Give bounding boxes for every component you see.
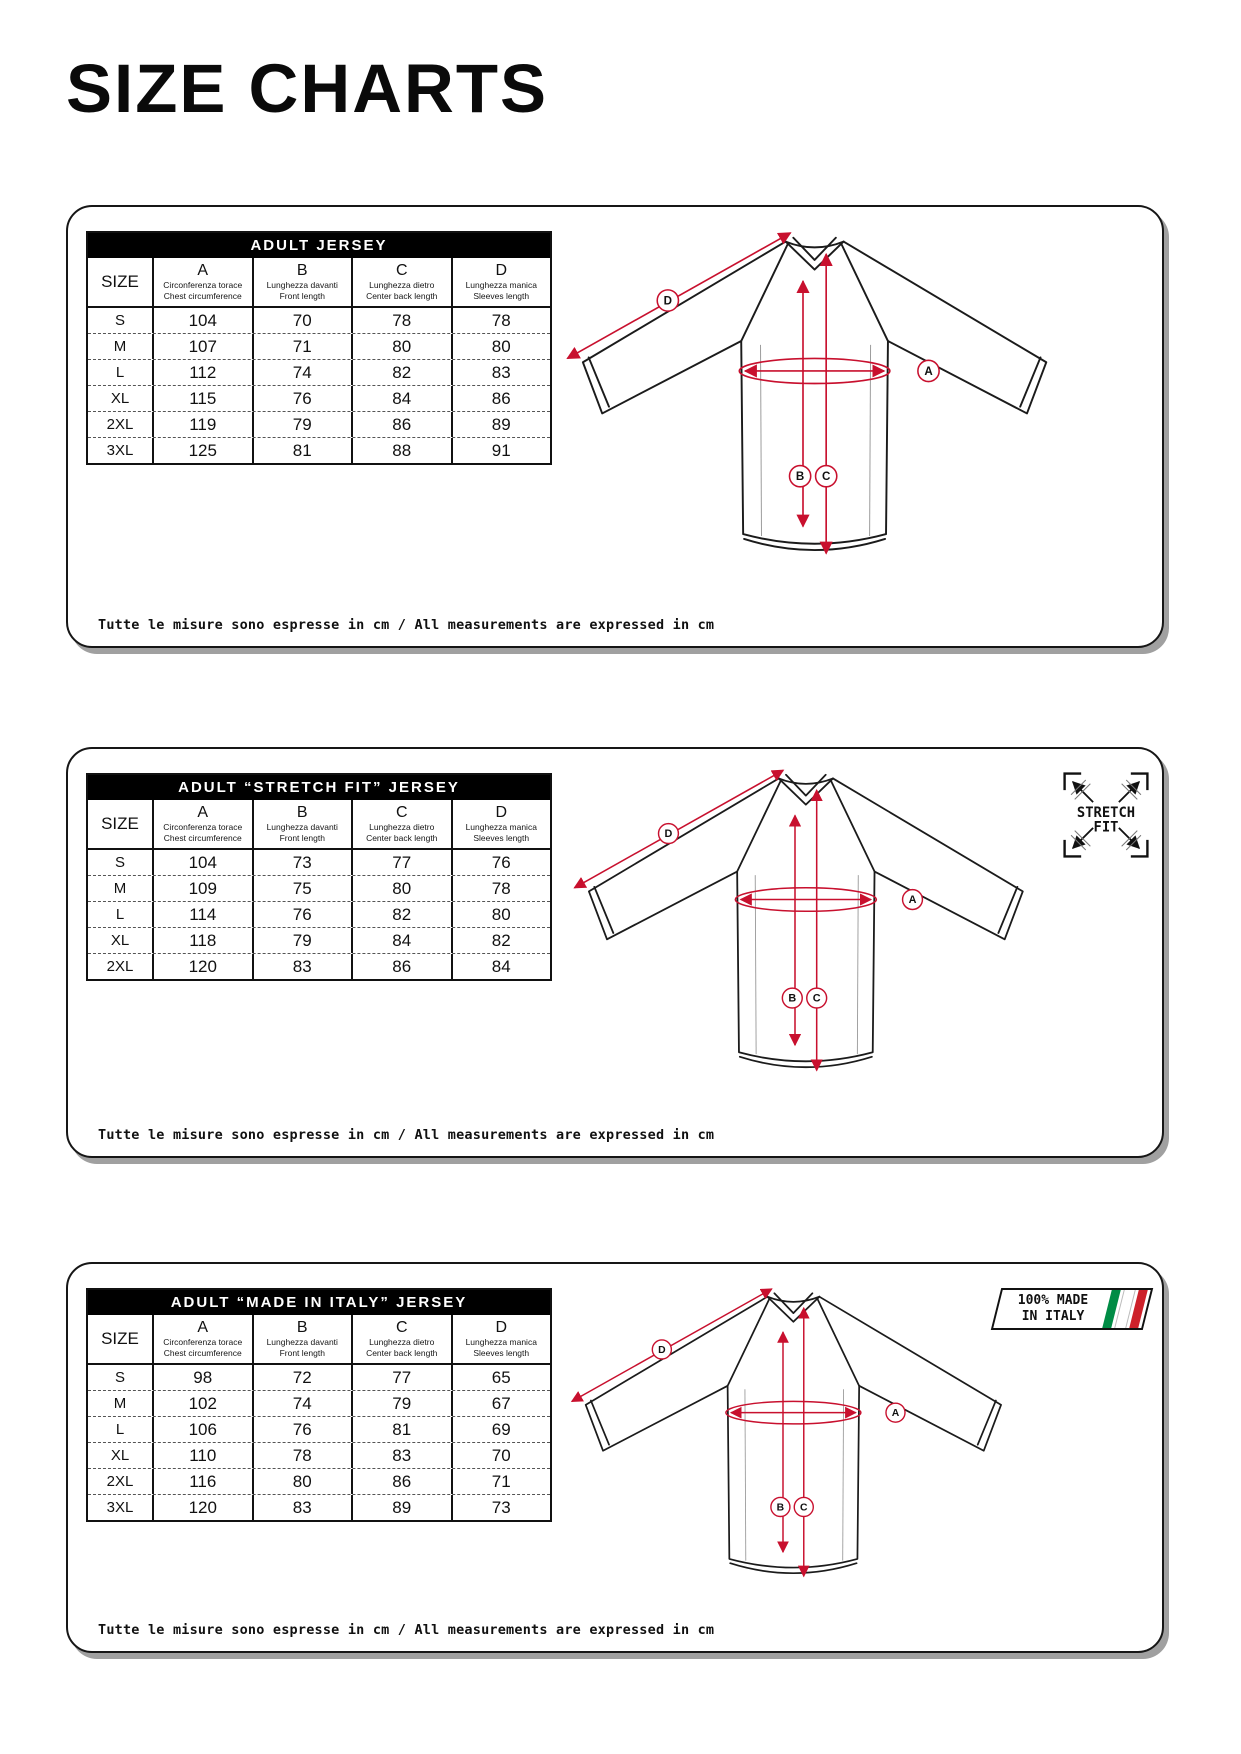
table-row <box>88 385 550 411</box>
value-cell-a: 109 <box>152 876 252 901</box>
column-label-it: Lunghezza davanti <box>266 1337 338 1348</box>
value-cell-b: 78 <box>252 1443 352 1468</box>
column-header <box>451 800 551 848</box>
table-header-row <box>88 258 550 308</box>
size-cell: S <box>114 854 125 872</box>
column-label-en: Chest circumference <box>163 1348 242 1359</box>
column-label-it: Circonferenza torace <box>163 822 243 833</box>
value-cell-d: 67 <box>451 1391 551 1416</box>
value-cell-a: 104 <box>152 850 252 875</box>
value-cell-c: 88 <box>351 438 451 463</box>
value-cell-a: 112 <box>152 360 252 385</box>
value-cell-b: 74 <box>252 1391 352 1416</box>
value-cell-d: 65 <box>451 1365 551 1390</box>
table-body <box>88 1365 550 1520</box>
size-column-header: SIZE <box>101 272 139 292</box>
size-cell: XL <box>110 932 130 950</box>
column-letter: C <box>395 262 408 279</box>
made-in-italy-label-line2: IN ITALY <box>1021 1309 1085 1324</box>
table-row <box>88 953 550 979</box>
column-letter: B <box>296 262 308 279</box>
value-cell-a: 114 <box>152 902 252 927</box>
column-label-it: Lunghezza manica <box>465 1337 537 1348</box>
panel-adult-jersey <box>66 205 1164 648</box>
value-cell-c: 77 <box>351 1365 451 1390</box>
value-cell-b: 73 <box>252 850 352 875</box>
table-title: ADULT “STRETCH FIT” JERSEY <box>88 775 550 800</box>
column-header <box>351 1315 451 1363</box>
value-cell-a: 120 <box>152 954 252 979</box>
column-label-en: Center back length <box>366 1348 438 1359</box>
value-cell-c: 79 <box>351 1391 451 1416</box>
value-cell-c: 81 <box>351 1417 451 1442</box>
value-cell-a: 106 <box>152 1417 252 1442</box>
value-cell-b: 70 <box>252 308 352 333</box>
column-label-en: Chest circumference <box>163 291 242 302</box>
column-label-en: Sleeves length <box>473 833 530 844</box>
column-label-en: Front length <box>279 291 325 302</box>
value-cell-d: 84 <box>451 954 551 979</box>
table-row <box>88 850 550 875</box>
column-label-it: Circonferenza torace <box>163 280 243 291</box>
value-cell-d: 80 <box>451 334 551 359</box>
value-cell-d: 78 <box>451 308 551 333</box>
value-cell-c: 84 <box>351 928 451 953</box>
value-cell-b: 83 <box>252 954 352 979</box>
value-cell-c: 89 <box>351 1495 451 1520</box>
column-header <box>152 800 252 848</box>
made-in-italy-label-line1: 100% MADE <box>1017 1293 1089 1309</box>
measurements-note: Tutte le misure sono espresse in cm / All measurements are expressed in cm <box>98 1622 715 1638</box>
column-label-it: Lunghezza manica <box>465 280 537 291</box>
size-cell: L <box>115 1421 125 1439</box>
size-table <box>86 1288 552 1522</box>
value-cell-d: 86 <box>451 386 551 411</box>
value-cell-d: 82 <box>451 928 551 953</box>
jersey-illustration <box>560 761 1030 1114</box>
value-cell-b: 72 <box>252 1365 352 1390</box>
measurements-note: Tutte le misure sono espresse in cm / All measurements are expressed in cm <box>98 1127 715 1143</box>
column-label-it: Lunghezza dietro <box>369 1337 435 1348</box>
page-title: SIZE CHARTS <box>66 50 549 127</box>
column-letter: D <box>495 1319 508 1336</box>
table-row <box>88 333 550 359</box>
size-cell: L <box>115 364 125 382</box>
value-cell-c: 86 <box>351 954 451 979</box>
jersey-illustration <box>552 223 1054 600</box>
value-cell-a: 107 <box>152 334 252 359</box>
column-letter: A <box>197 1319 209 1336</box>
value-cell-d: 78 <box>451 876 551 901</box>
table-row <box>88 1416 550 1442</box>
column-letter: D <box>495 262 508 279</box>
size-column-header: SIZE <box>101 814 139 834</box>
value-cell-b: 76 <box>252 902 352 927</box>
table-body <box>88 308 550 463</box>
value-cell-b: 81 <box>252 438 352 463</box>
value-cell-c: 78 <box>351 308 451 333</box>
column-letter: C <box>395 1319 408 1336</box>
table-row <box>88 1442 550 1468</box>
value-cell-b: 75 <box>252 876 352 901</box>
jersey-illustration <box>558 1280 1008 1618</box>
value-cell-c: 82 <box>351 902 451 927</box>
value-cell-b: 79 <box>252 928 352 953</box>
value-cell-c: 84 <box>351 386 451 411</box>
column-label-it: Lunghezza dietro <box>369 280 435 291</box>
value-cell-d: 83 <box>451 360 551 385</box>
stretch-fit-badge <box>1060 769 1152 861</box>
table-row <box>88 308 550 333</box>
column-header <box>351 800 451 848</box>
column-header <box>152 1315 252 1363</box>
italian-flag-icon <box>1099 1290 1150 1328</box>
value-cell-d: 71 <box>451 1469 551 1494</box>
table-body <box>88 850 550 979</box>
size-column-header: SIZE <box>101 1329 139 1349</box>
column-label-it: Lunghezza manica <box>465 822 537 833</box>
value-cell-b: 76 <box>252 1417 352 1442</box>
value-cell-d: 70 <box>451 1443 551 1468</box>
value-cell-c: 77 <box>351 850 451 875</box>
value-cell-a: 102 <box>152 1391 252 1416</box>
table-row <box>88 411 550 437</box>
size-cell: 2XL <box>106 1473 134 1491</box>
table-row <box>88 1468 550 1494</box>
value-cell-d: 73 <box>451 1495 551 1520</box>
size-cell: L <box>115 906 125 924</box>
value-cell-c: 80 <box>351 876 451 901</box>
column-header <box>252 1315 352 1363</box>
column-header <box>451 258 551 306</box>
value-cell-b: 80 <box>252 1469 352 1494</box>
table-row <box>88 1365 550 1390</box>
column-label-en: Sleeves length <box>473 1348 530 1359</box>
table-row <box>88 901 550 927</box>
column-header <box>351 258 451 306</box>
stretch-fit-label-line1: STRETCH <box>1076 804 1136 821</box>
panel-adult-stretch-fit-jersey <box>66 747 1164 1158</box>
table-header-row <box>88 800 550 850</box>
table-row <box>88 359 550 385</box>
table-row <box>88 1390 550 1416</box>
value-cell-c: 80 <box>351 334 451 359</box>
panel-adult-made-in-italy-jersey <box>66 1262 1164 1653</box>
value-cell-d: 89 <box>451 412 551 437</box>
value-cell-a: 98 <box>152 1365 252 1390</box>
column-header <box>451 1315 551 1363</box>
value-cell-a: 104 <box>152 308 252 333</box>
column-header <box>252 258 352 306</box>
size-cell: M <box>113 880 127 898</box>
column-label-it: Circonferenza torace <box>163 1337 243 1348</box>
table-header-row <box>88 1315 550 1365</box>
value-cell-b: 76 <box>252 386 352 411</box>
value-cell-d: 91 <box>451 438 551 463</box>
column-label-en: Chest circumference <box>163 833 242 844</box>
column-letter: A <box>197 804 209 821</box>
table-row <box>88 437 550 463</box>
made-in-italy-badge <box>991 1288 1153 1330</box>
column-label-en: Front length <box>279 833 325 844</box>
value-cell-a: 116 <box>152 1469 252 1494</box>
value-cell-b: 71 <box>252 334 352 359</box>
column-letter: A <box>197 262 209 279</box>
size-cell: 2XL <box>106 958 134 976</box>
stretch-fit-label-line2: FIT <box>1093 819 1119 836</box>
value-cell-a: 110 <box>152 1443 252 1468</box>
value-cell-c: 82 <box>351 360 451 385</box>
value-cell-a: 118 <box>152 928 252 953</box>
table-row <box>88 927 550 953</box>
value-cell-b: 79 <box>252 412 352 437</box>
size-table <box>86 773 552 981</box>
table-row <box>88 875 550 901</box>
column-label-it: Lunghezza davanti <box>266 822 338 833</box>
column-label-en: Center back length <box>366 291 438 302</box>
value-cell-a: 119 <box>152 412 252 437</box>
size-cell: S <box>114 1369 125 1387</box>
column-letter: D <box>495 804 508 821</box>
measurements-note: Tutte le misure sono espresse in cm / All measurements are expressed in cm <box>98 617 715 633</box>
size-cell: XL <box>110 1447 130 1465</box>
value-cell-c: 83 <box>351 1443 451 1468</box>
column-letter: C <box>395 804 408 821</box>
value-cell-a: 125 <box>152 438 252 463</box>
column-label-it: Lunghezza dietro <box>369 822 435 833</box>
size-cell: XL <box>110 390 130 408</box>
column-label-en: Front length <box>279 1348 325 1359</box>
value-cell-d: 80 <box>451 902 551 927</box>
table-row <box>88 1494 550 1520</box>
value-cell-b: 74 <box>252 360 352 385</box>
table-title: ADULT JERSEY <box>88 233 550 258</box>
value-cell-d: 69 <box>451 1417 551 1442</box>
column-header <box>252 800 352 848</box>
value-cell-d: 76 <box>451 850 551 875</box>
column-label-en: Sleeves length <box>473 291 530 302</box>
value-cell-b: 83 <box>252 1495 352 1520</box>
size-cell: M <box>113 1395 127 1413</box>
value-cell-a: 115 <box>152 386 252 411</box>
value-cell-c: 86 <box>351 412 451 437</box>
column-letter: B <box>296 1319 308 1336</box>
size-cell: M <box>113 338 127 356</box>
column-header <box>152 258 252 306</box>
value-cell-c: 86 <box>351 1469 451 1494</box>
column-letter: B <box>296 804 308 821</box>
column-label-en: Center back length <box>366 833 438 844</box>
size-cell: 3XL <box>106 442 134 460</box>
size-cell: 3XL <box>106 1499 134 1517</box>
size-cell: S <box>114 312 125 330</box>
column-label-it: Lunghezza davanti <box>266 280 338 291</box>
size-table <box>86 231 552 465</box>
value-cell-a: 120 <box>152 1495 252 1520</box>
size-cell: 2XL <box>106 416 134 434</box>
table-title: ADULT “MADE IN ITALY” JERSEY <box>88 1290 550 1315</box>
